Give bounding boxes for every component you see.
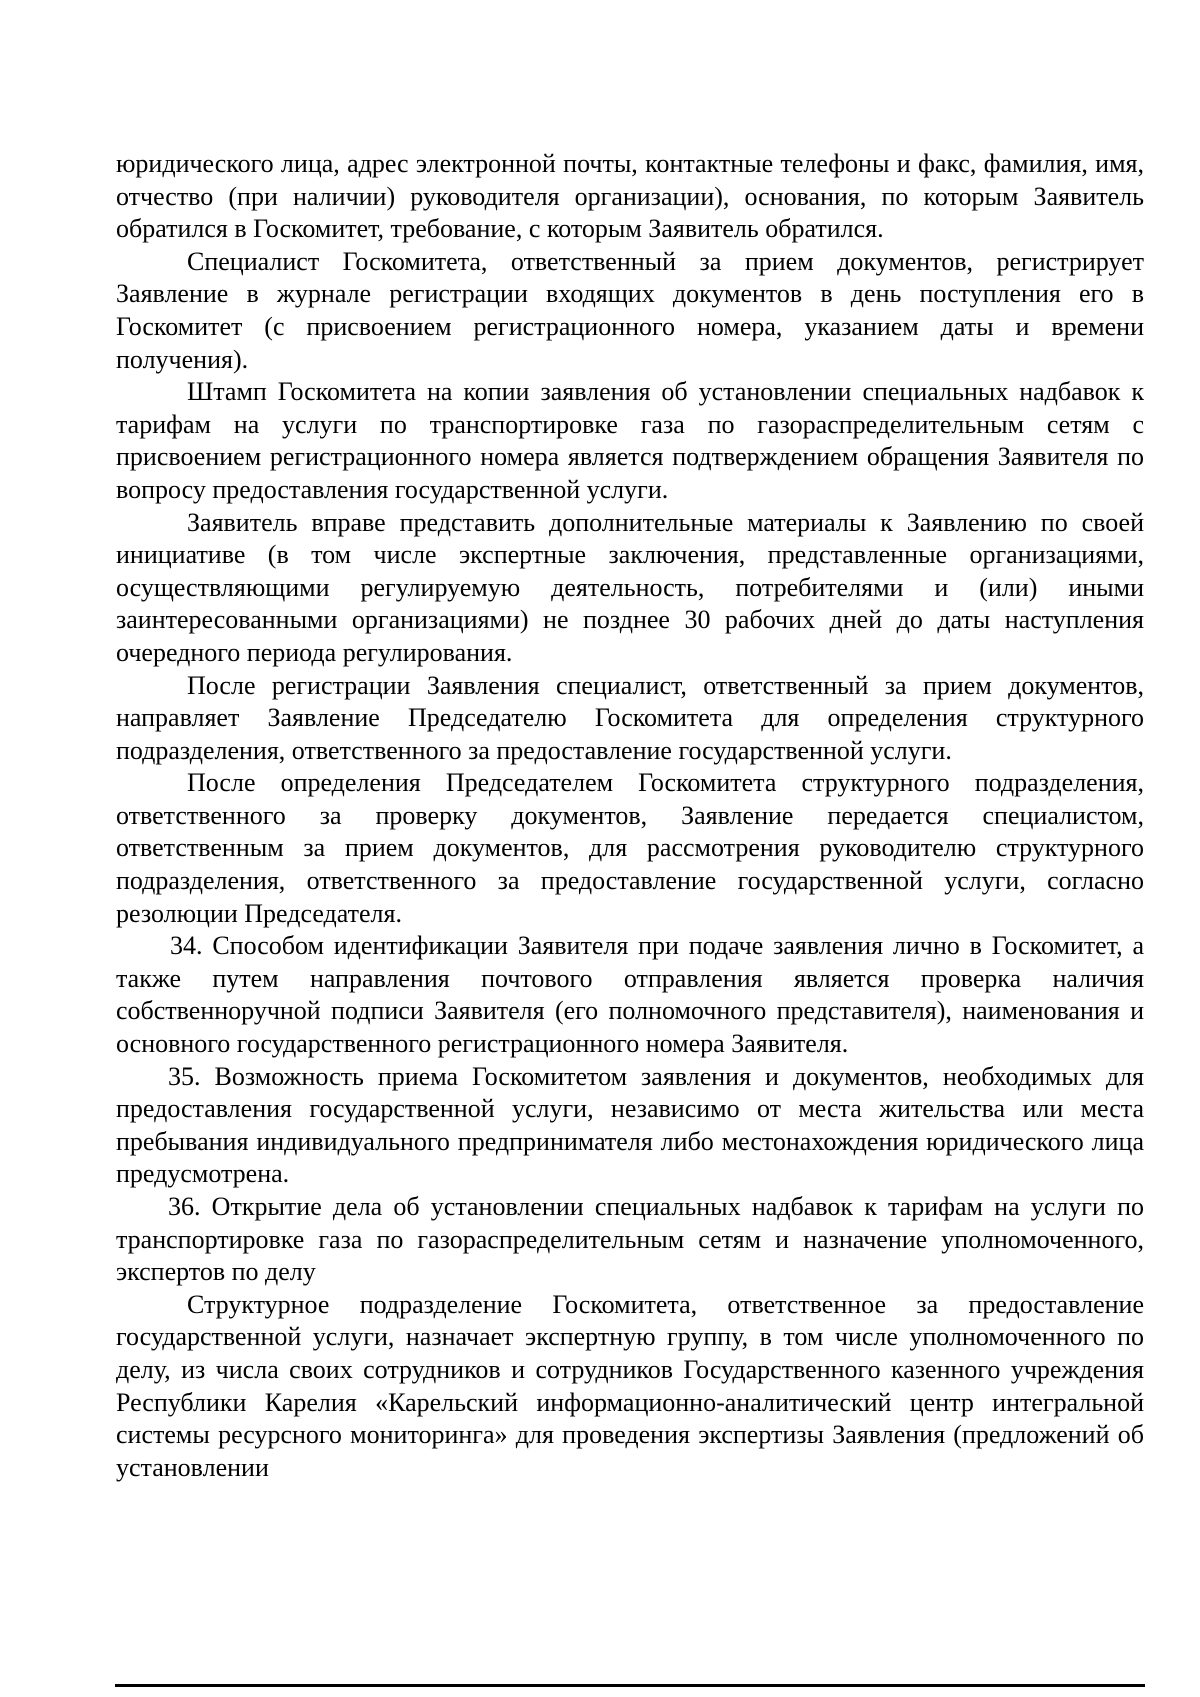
footer-divider-line bbox=[115, 1684, 1145, 1687]
paragraph-after-determination: После определения Председателем Госкомитета структурного подразделения, ответственного за проверку документов, Заявление передается специалистом, ответственным за прием документов, для рассмотрения руководителю структурного подразделения, ответственного за предоставление государственной услуги, согласно резолюции Председателя. bbox=[116, 768, 1144, 928]
paragraph-item-34: 34. Способом идентификации Заявителя при подаче заявления лично в Госкомитет, а также путем направления почтового отправления является проверка наличия собственноручной подписи Заявителя (его полномочного представителя), наименования и основного государственного регистрационного номера Заявителя. bbox=[116, 931, 1144, 1059]
paragraph-expert-group: Структурное подразделение Госкомитета, ответственное за предоставление государственной услуги, назначает экспертную группу, в том числе уполномоченного по делу, из числа своих сотрудников и сотрудников Государственного казенного учреждения Республики Карелия «Карельский информационно-аналитический центр интегральной системы ресурсного мониторинга» для проведения экспертизы Заявления (предложений об установлении bbox=[116, 1289, 1144, 1482]
paragraph-item-35: 35. Возможность приема Госкомитетом заявления и документов, необходимых для предоставления государственной услуги, независимо от места жительства или места пребывания индивидуального предпринимателя либо местонахождения юридического лица предусмотрена. bbox=[116, 1061, 1144, 1189]
document-body bbox=[116, 148, 1144, 1484]
paragraph-registration: Специалист Госкомитета, ответственный за прием документов, регистрирует Заявление в журнале регистрации входящих документов в день поступления его в Госкомитет (с присвоением регистрационного номера, указанием даты и времени получения). bbox=[116, 246, 1144, 374]
paragraph-additional-materials: Заявитель вправе представить дополнительные материалы к Заявлению по своей инициативе (в том числе экспертные заключения, представленные организациями, осуществляющими регулируемую деятельность, потребителями и (или) иными заинтересованными организациями) не позднее 30 рабочих дней до даты наступления очередного периода регулирования. bbox=[116, 507, 1144, 667]
paragraph-stamp: Штамп Госкомитета на копии заявления об установлении специальных надбавок к тарифам на услуги по транспортировке газа по газораспределительным сетям с присвоением регистрационного номера является подтверждением обращения Заявителя по вопросу предоставления государственной услуги. bbox=[116, 377, 1144, 504]
paragraph-continuation: юридического лица, адрес электронной почты, контактные телефоны и факс, фамилия, имя, отчество (при наличии) руководителя организации), основания, по которым Заявитель обратился в Госкомитет, требование, с которым Заявитель обратился. bbox=[116, 149, 1144, 244]
paragraph-after-registration: После регистрации Заявления специалист, ответственный за прием документов, направляет Заявление Председателю Госкомитета для определения структурного подразделения, ответственного за предоставление государственной услуги. bbox=[116, 670, 1144, 765]
paragraph-item-36: 36. Открытие дела об установлении специальных надбавок к тарифам на услуги по транспортировке газа по газораспределительным сетям и назначение уполномоченного, экспертов по делу bbox=[116, 1192, 1144, 1287]
